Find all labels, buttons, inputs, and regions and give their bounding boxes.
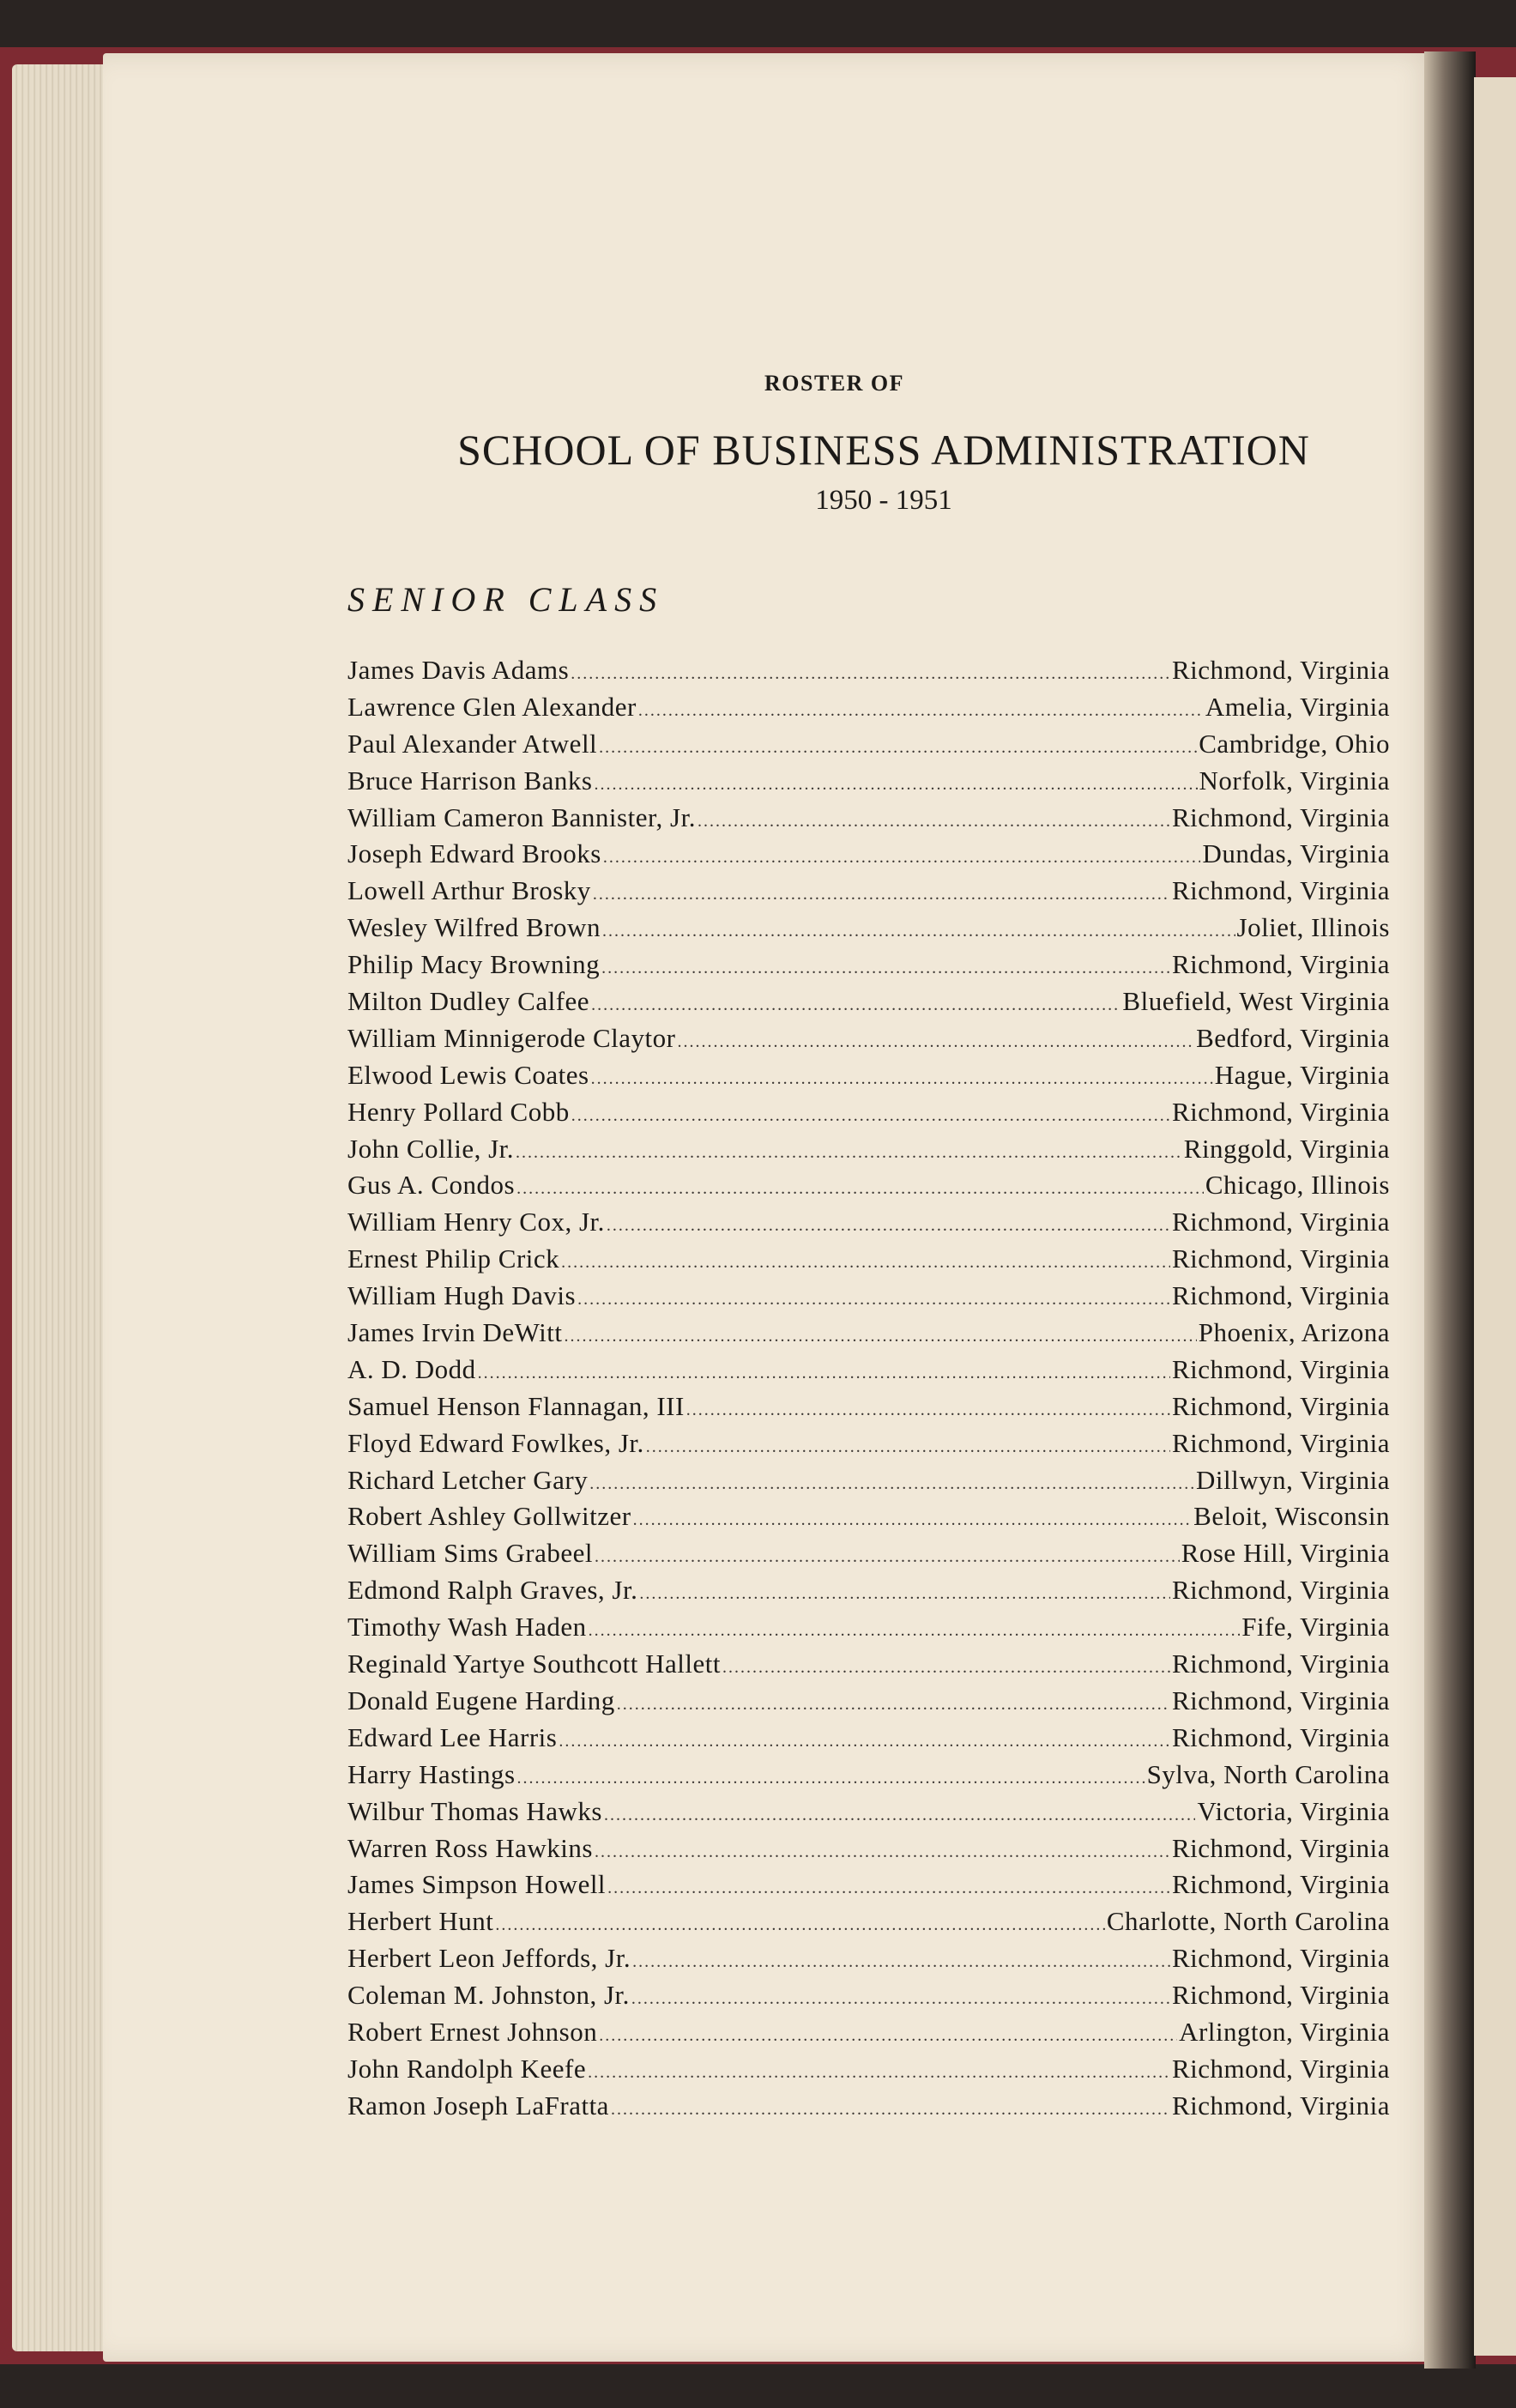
student-name: Floyd Edward Fowlkes, Jr. [347, 1427, 644, 1458]
student-name: Ernest Philip Crick [347, 1243, 560, 1274]
list-item [347, 1131, 1390, 1168]
student-hometown: Dundas, Virginia [1202, 838, 1390, 869]
next-page-edge [1474, 77, 1516, 2356]
dot-leader [571, 1098, 1170, 1134]
list-item [347, 983, 1390, 1020]
student-name: James Simpson Howell [347, 1869, 607, 1900]
list-item [347, 1425, 1390, 1462]
student-name: Reginald Yartye Southcott Hallett [347, 1649, 721, 1679]
dot-leader [516, 1134, 1182, 1171]
student-hometown: Charlotte, North Carolina [1106, 1906, 1390, 1937]
list-item [347, 1609, 1390, 1646]
dot-leader [478, 1355, 1170, 1392]
list-item [347, 800, 1390, 837]
student-name: Bruce Harrison Banks [347, 765, 593, 796]
list-item [347, 1683, 1390, 1720]
list-item [347, 726, 1390, 763]
list-item [347, 1352, 1390, 1389]
student-hometown: Richmond, Virginia [1172, 875, 1390, 906]
student-hometown: Richmond, Virginia [1172, 1649, 1390, 1679]
student-name: Richard Letcher Gary [347, 1464, 589, 1495]
dot-leader [698, 803, 1170, 840]
student-hometown: Chicago, Illinois [1205, 1170, 1390, 1201]
student-hometown: Richmond, Virginia [1172, 1943, 1390, 1974]
student-name: Elwood Lewis Coates [347, 1059, 589, 1090]
list-item [347, 1167, 1390, 1204]
list-item [347, 1498, 1390, 1535]
dot-leader [686, 1392, 1170, 1429]
academic-year: 1950 - 1951 [815, 485, 952, 516]
student-hometown: Richmond, Virginia [1172, 2053, 1390, 2084]
student-name: Timothy Wash Haden [347, 1612, 587, 1643]
dot-leader [603, 839, 1201, 876]
dot-leader [599, 2018, 1177, 2054]
student-hometown: Bluefield, West Virginia [1122, 986, 1390, 1017]
student-hometown: Arlington, Virginia [1179, 2016, 1390, 2047]
dot-leader [595, 1539, 1180, 1576]
section-title: SENIOR CLASS [347, 580, 665, 619]
dot-leader [638, 693, 1204, 729]
student-hometown: Sylva, North Carolina [1146, 1758, 1390, 1789]
student-list [347, 652, 1390, 2125]
dot-leader [722, 1649, 1170, 1686]
list-item [347, 1094, 1390, 1131]
student-hometown: Dillwyn, Virginia [1196, 1464, 1390, 1495]
dot-leader [601, 950, 1170, 987]
student-name: Wesley Wilfred Brown [347, 912, 601, 943]
student-hometown: Richmond, Virginia [1172, 1721, 1390, 1752]
dot-leader [632, 1944, 1170, 1981]
student-hometown: Richmond, Virginia [1172, 1869, 1390, 1900]
student-name: Herbert Hunt [347, 1906, 494, 1937]
list-item [347, 2088, 1390, 2125]
dot-leader [639, 1576, 1170, 1612]
student-hometown: Richmond, Virginia [1172, 1575, 1390, 1606]
student-hometown: Richmond, Virginia [1172, 1685, 1390, 1715]
student-hometown: Amelia, Virginia [1205, 691, 1390, 722]
student-hometown: Cambridge, Ohio [1199, 728, 1390, 759]
student-hometown: Hague, Virginia [1214, 1059, 1390, 1090]
student-name: John Randolph Keefe [347, 2053, 587, 2084]
list-item [347, 763, 1390, 800]
list-item [347, 689, 1390, 726]
dot-leader [599, 729, 1197, 766]
student-name: Edmond Ralph Graves, Jr. [347, 1575, 638, 1606]
student-hometown: Richmond, Virginia [1172, 1832, 1390, 1863]
dot-leader [677, 1024, 1194, 1061]
list-item [347, 1720, 1390, 1757]
student-hometown: Richmond, Virginia [1172, 1243, 1390, 1274]
list-item [347, 873, 1390, 910]
list-item [347, 1462, 1390, 1499]
student-hometown: Richmond, Virginia [1172, 802, 1390, 832]
dot-leader [593, 876, 1170, 913]
list-item [347, 1903, 1390, 1940]
list-item [347, 1241, 1390, 1278]
student-name: Herbert Leon Jeffords, Jr. [347, 1943, 631, 1974]
list-item [347, 1794, 1390, 1830]
list-item [347, 1757, 1390, 1794]
student-hometown: Richmond, Virginia [1172, 1353, 1390, 1384]
student-name: James Davis Adams [347, 655, 570, 685]
dot-leader [595, 766, 1198, 803]
list-item [347, 1535, 1390, 1572]
dot-leader [588, 2054, 1170, 2091]
student-name: Samuel Henson Flannagan, III [347, 1390, 685, 1421]
list-item [347, 1389, 1390, 1425]
student-hometown: Richmond, Virginia [1172, 655, 1390, 685]
list-item [347, 2051, 1390, 2088]
dot-leader [517, 1760, 1145, 1797]
dot-leader [607, 1207, 1170, 1244]
student-hometown: Norfolk, Virginia [1199, 765, 1390, 796]
student-hometown: Richmond, Virginia [1172, 2090, 1390, 2121]
student-name: Joseph Edward Brooks [347, 838, 601, 869]
dot-leader [611, 2091, 1170, 2128]
dot-leader [571, 656, 1170, 693]
student-hometown: Richmond, Virginia [1172, 1096, 1390, 1127]
list-item [347, 1867, 1390, 1903]
list-item [347, 1977, 1390, 2014]
dot-leader [559, 1723, 1170, 1760]
student-name: James Irvin DeWitt [347, 1317, 563, 1348]
student-name: William Cameron Bannister, Jr. [347, 802, 696, 832]
dot-leader [595, 1834, 1170, 1871]
dot-leader [617, 1686, 1170, 1723]
student-name: Lawrence Glen Alexander [347, 691, 637, 722]
student-name: Ramon Joseph LaFratta [347, 2090, 609, 2121]
list-item [347, 1204, 1390, 1241]
student-name: William Minnigerode Claytor [347, 1022, 676, 1053]
student-hometown: Richmond, Virginia [1172, 1280, 1390, 1311]
student-hometown: Rose Hill, Virginia [1181, 1538, 1390, 1569]
student-name: A. D. Dodd [347, 1353, 476, 1384]
list-item [347, 1572, 1390, 1609]
student-name: Coleman M. Johnston, Jr. [347, 1980, 630, 2011]
student-hometown: Joliet, Illinois [1236, 912, 1390, 943]
student-hometown: Fife, Virginia [1241, 1612, 1390, 1643]
student-name: Harry Hastings [347, 1758, 516, 1789]
dot-leader [495, 1907, 1104, 1944]
list-item [347, 652, 1390, 689]
list-item [347, 910, 1390, 947]
student-hometown: Bedford, Virginia [1196, 1022, 1390, 1053]
student-name: Henry Pollard Cobb [347, 1096, 570, 1127]
dot-leader [591, 1061, 1213, 1098]
list-item [347, 1646, 1390, 1683]
student-hometown: Richmond, Virginia [1172, 1980, 1390, 2011]
dot-leader [561, 1244, 1170, 1281]
student-hometown: Richmond, Virginia [1172, 949, 1390, 980]
student-name: Milton Dudley Calfee [347, 986, 590, 1017]
student-name: Philip Macy Browning [347, 949, 601, 980]
dot-leader [577, 1281, 1170, 1318]
student-hometown: Richmond, Virginia [1172, 1390, 1390, 1421]
dot-leader [591, 987, 1120, 1024]
student-name: Lowell Arthur Brosky [347, 875, 591, 906]
student-name: Donald Eugene Harding [347, 1685, 615, 1715]
dot-leader [602, 913, 1235, 950]
page-title: SCHOOL OF BUSINESS ADMINISTRATION [457, 426, 1310, 474]
list-item [347, 1830, 1390, 1867]
student-name: Edward Lee Harris [347, 1721, 558, 1752]
dot-leader [631, 1981, 1170, 2018]
dot-leader [565, 1318, 1197, 1355]
student-name: Wilbur Thomas Hawks [347, 1795, 602, 1826]
dot-leader [516, 1171, 1204, 1207]
dot-leader [646, 1429, 1170, 1466]
dot-leader [604, 1797, 1195, 1834]
student-hometown: Ringgold, Virginia [1183, 1133, 1390, 1164]
student-name: Robert Ashley Gollwitzer [347, 1501, 631, 1532]
student-hometown: Victoria, Virginia [1197, 1795, 1390, 1826]
list-item [347, 836, 1390, 873]
list-item [347, 947, 1390, 983]
student-name: Warren Ross Hawkins [347, 1832, 593, 1863]
dot-leader [607, 1870, 1170, 1907]
list-item [347, 1315, 1390, 1352]
student-name: Paul Alexander Atwell [347, 728, 598, 759]
list-item [347, 1057, 1390, 1094]
roster-heading: ROSTER OF [764, 371, 905, 396]
student-name: John Collie, Jr. [347, 1133, 515, 1164]
dot-leader [589, 1612, 1241, 1649]
dot-leader [633, 1502, 1193, 1539]
student-hometown: Phoenix, Arizona [1198, 1317, 1390, 1348]
student-name: William Sims Grabeel [347, 1538, 593, 1569]
list-item [347, 1940, 1390, 1977]
list-item [347, 1020, 1390, 1057]
student-name: William Henry Cox, Jr. [347, 1207, 605, 1237]
dot-leader [589, 1466, 1194, 1503]
list-item [347, 1278, 1390, 1315]
student-hometown: Richmond, Virginia [1172, 1207, 1390, 1237]
student-name: Gus A. Condos [347, 1170, 516, 1201]
list-item [347, 2014, 1390, 2051]
student-name: Robert Ernest Johnson [347, 2016, 598, 2047]
student-name: William Hugh Davis [347, 1280, 577, 1311]
student-hometown: Richmond, Virginia [1172, 1427, 1390, 1458]
book-gutter [1424, 51, 1476, 2369]
student-hometown: Beloit, Wisconsin [1193, 1501, 1390, 1532]
